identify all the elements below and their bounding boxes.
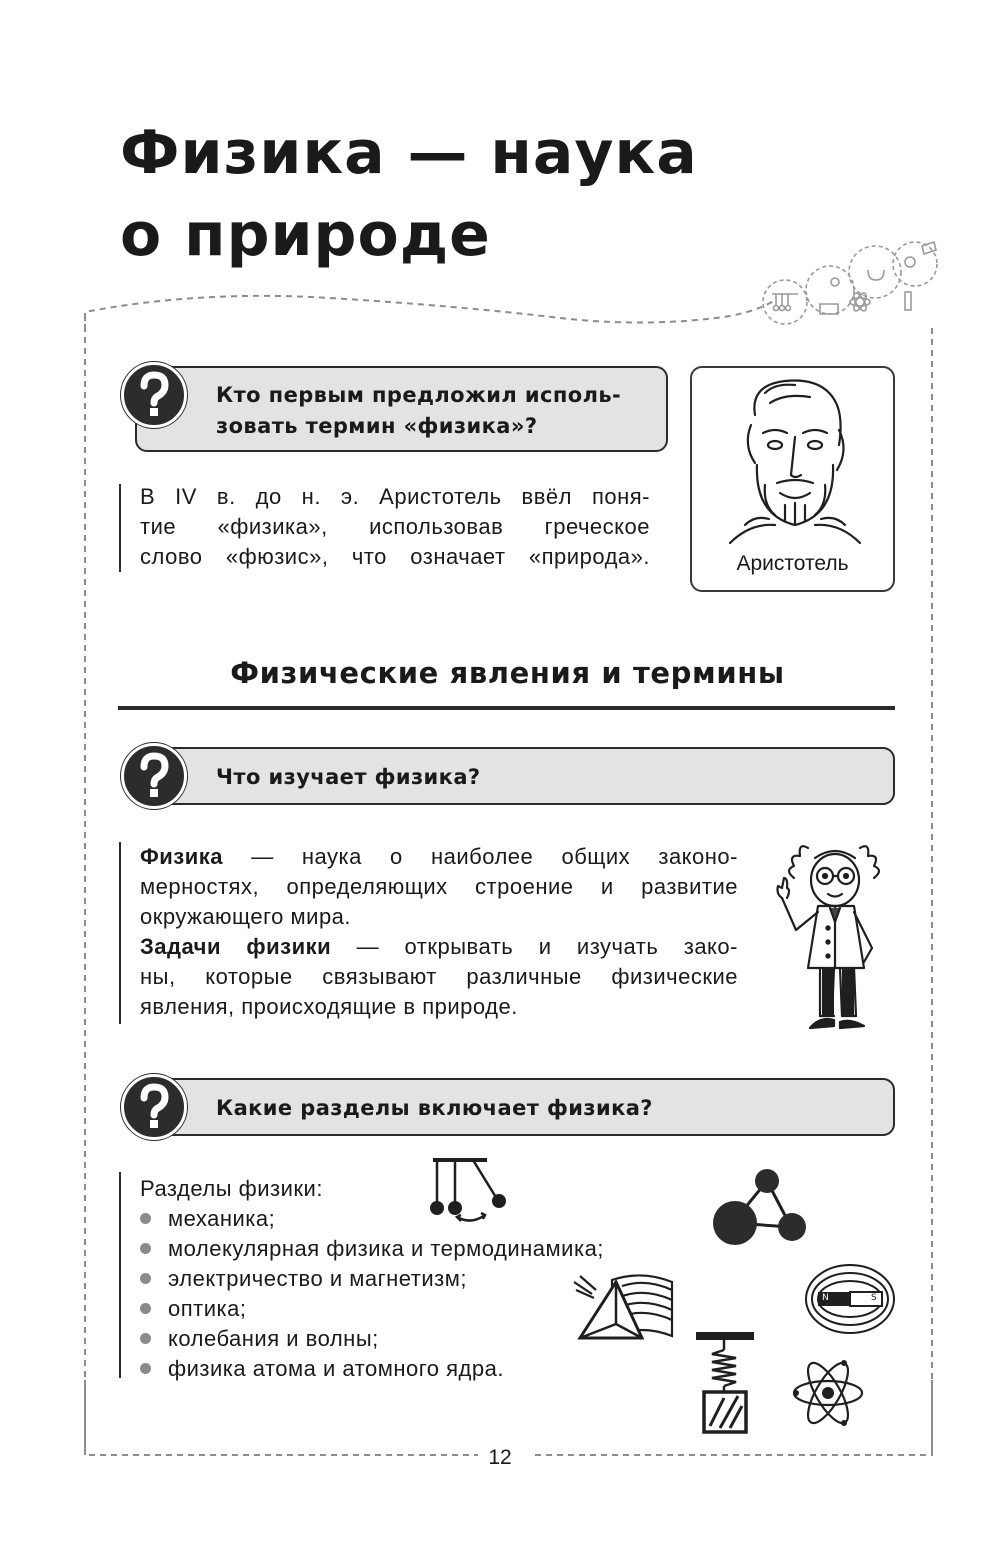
section-title: Физические явления и термины [230, 656, 785, 690]
light-prism-icon [572, 1272, 682, 1344]
page-title-line-2: о природе [120, 200, 491, 270]
list-item-label: молекулярная физика и термодинамика; [168, 1236, 604, 1261]
term-physics: Физика [140, 844, 224, 869]
answer-1-side-rule [119, 484, 121, 572]
page-title [120, 112, 740, 276]
list-item-atomic [140, 1354, 504, 1384]
answer-3-side-rule [119, 1172, 121, 1378]
question-mark-icon [121, 743, 187, 809]
answer-2-text [140, 842, 738, 1022]
question-1-text [216, 380, 656, 442]
science-doodles-decoration [750, 232, 950, 332]
question-2-text: Что изучает физика? [216, 765, 481, 789]
list-item-electricity [140, 1264, 467, 1294]
bullet-icon [140, 1363, 151, 1374]
magnet-north-label: N [822, 1293, 829, 1303]
definition-tasks-line-2: ны, которые связывают различные физические [140, 964, 738, 989]
list-item-optics [140, 1294, 246, 1324]
term-physics-tasks: Задачи физики [140, 934, 332, 959]
question-mark-icon [121, 362, 187, 428]
answer-2-line-1 [140, 842, 738, 872]
bullet-icon [140, 1273, 151, 1284]
aristotle-portrait-caption: Аристотель [736, 552, 849, 575]
definition-tasks-line-1: — открывать и изучать зако- [331, 934, 738, 959]
list-item-label: оптика; [168, 1296, 247, 1321]
page-number: 12 [488, 1446, 512, 1469]
aristotle-portrait-image [725, 375, 865, 545]
definition-physics-line-1: — наука о наиболее общих законо- [223, 844, 738, 869]
bullet-icon [140, 1333, 151, 1344]
bullet-icon [140, 1213, 151, 1224]
list-item-label: механика; [168, 1206, 276, 1231]
atom-icon [792, 1355, 864, 1431]
answer-2-side-rule [119, 842, 121, 1024]
definition-physics-line-3: окружающего мира. [140, 904, 352, 929]
definition-physics-line-2: мерностях, определяющих строение и развитие [140, 874, 738, 899]
list-item-label: колебания и волны; [168, 1326, 379, 1351]
section-title-rule [118, 706, 895, 710]
list-item-label: физика атома и атомного ядра. [168, 1356, 504, 1381]
answer-1-line-1: В IV в. до н. э. Аристотель ввёл поня- [140, 484, 650, 509]
bullet-icon [140, 1303, 151, 1314]
magnet-icon [804, 1262, 896, 1336]
scientist-cartoon-image [760, 838, 895, 1038]
bullet-icon [140, 1243, 151, 1254]
page-title-line-1: Физика — наука [120, 118, 698, 188]
spring-weight-icon [694, 1330, 758, 1436]
magnet-south-label: S [871, 1293, 877, 1303]
molecule-icon [705, 1165, 810, 1250]
answer-1-line-2: тие «физика», использовав греческое [140, 514, 650, 539]
list-item-label: электричество и магнетизм; [168, 1266, 467, 1291]
answer-1-line-3: слово «фюзис», что означает «природа». [140, 544, 650, 569]
question-3-text: Какие разделы включает физика? [216, 1096, 653, 1120]
answer-1-text [140, 482, 650, 572]
list-item-oscillations [140, 1324, 379, 1354]
question-1-line-2: зовать термин «физика»? [216, 414, 538, 438]
list-heading: Разделы физики: [140, 1176, 323, 1201]
newtons-cradle-icon [425, 1155, 515, 1225]
list-item-molecular [140, 1234, 604, 1264]
question-mark-icon [121, 1074, 187, 1140]
list-item-mechanics [140, 1204, 275, 1234]
question-1-line-1: Кто первым предложил исполь- [216, 383, 622, 407]
answer-2-line-4 [140, 932, 738, 962]
definition-tasks-line-3: явления, происходящие в природе. [140, 994, 518, 1019]
